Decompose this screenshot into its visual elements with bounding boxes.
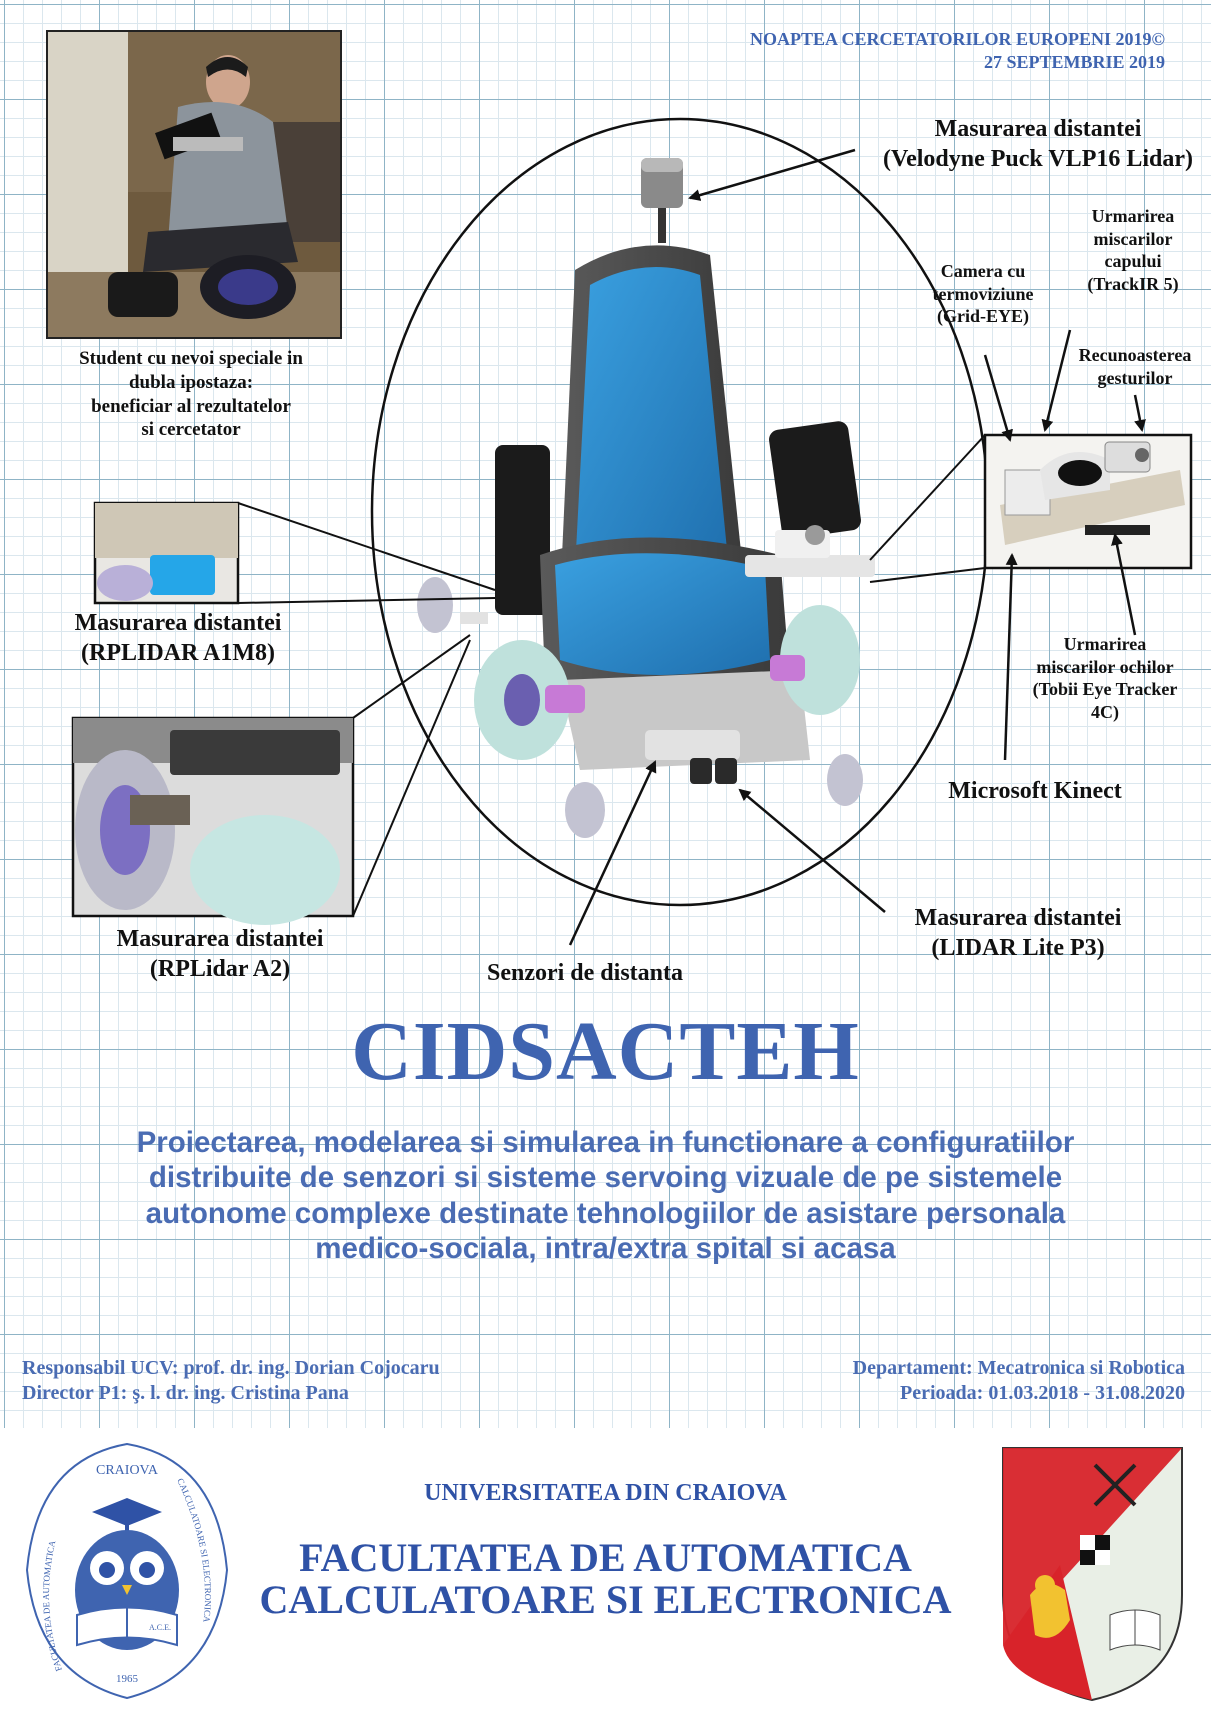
faculty-line: CALCULATOARE SI ELECTRONICA <box>259 1577 952 1622</box>
wheelchair-model <box>417 158 875 838</box>
logo-year: 1965 <box>116 1673 138 1685</box>
label-line: Masurarea distantei <box>934 116 1142 142</box>
label-line: Urmarirea <box>1063 634 1147 654</box>
label-line: Masurarea distantei <box>914 905 1122 931</box>
label-line: (Grid-EYE) <box>937 306 1029 326</box>
subtitle-line: distribuite de senzori si sisteme servoing vizuale de pe sistemele <box>148 1161 1063 1195</box>
event-name: NOAPTEA CERCETATORILOR EUROPENI 2019© <box>749 29 1165 49</box>
info-line: Director P1: ş. l. dr. ing. Cristina Pana <box>22 1382 349 1404</box>
info-line: Perioada: 01.03.2018 - 31.08.2020 <box>900 1382 1185 1404</box>
label-line: (TrackIR 5) <box>1087 273 1179 294</box>
logo-city: CRAIOVA <box>96 1463 158 1478</box>
university-crest <box>1000 1445 1185 1703</box>
project-subtitle <box>20 1125 1191 1267</box>
university-name: UNIVERSITATEA DIN CRAIOVA <box>424 1480 787 1506</box>
label-gesture <box>1060 344 1210 389</box>
label-rplidar-a2 <box>70 924 370 984</box>
label-line: 4C) <box>1091 701 1119 722</box>
label-line: (Velodyne Puck VLP16 Lidar) <box>882 146 1194 172</box>
logo-right-arc-text: CALCULATOARE SI ELECTRONICA <box>175 1476 213 1624</box>
caption-line: beneficiar al rezultatelor <box>91 395 291 417</box>
event-date: 27 SEPTEMBRIE 2019 <box>983 52 1165 73</box>
label-line: miscarilor ochilor <box>1036 656 1174 677</box>
project-leaders <box>22 1356 440 1406</box>
project-department <box>853 1356 1185 1406</box>
subtitle-line: Proiectarea, modelarea si simularea in functionare a configuratiilor <box>136 1126 1075 1159</box>
label-eye-tracking <box>1005 633 1205 723</box>
logo-left-arc-text: FACULTATEA DE AUTOMATICA <box>41 1539 64 1673</box>
label-kinect: Microsoft Kinect <box>948 778 1122 804</box>
label-line: Camera cu <box>940 261 1026 281</box>
label-velodyne <box>880 114 1196 174</box>
info-line: Responsabil UCV: prof. dr. ing. Dorian Cojocaru <box>22 1357 440 1379</box>
caption-line: si cercetator <box>141 419 241 441</box>
label-line: miscarilor <box>1093 228 1173 249</box>
info-line: Departament: Mecatronica si Robotica <box>852 1357 1185 1379</box>
label-distance-sensors: Senzori de distanta <box>486 960 683 986</box>
label-line: (RPLIDAR A1M8) <box>81 640 275 666</box>
label-line: Urmarirea <box>1091 206 1175 226</box>
label-line: gesturilor <box>1097 367 1173 388</box>
label-line: Recunoasterea <box>1078 345 1192 365</box>
label-line: capului <box>1104 251 1162 271</box>
label-line: (LIDAR Lite P3) <box>931 935 1105 961</box>
label-head-tracking <box>1058 205 1208 295</box>
caption-line: Student cu nevoi speciale in <box>79 348 303 369</box>
callout-a2 <box>73 635 470 925</box>
callout-head-panel <box>870 435 1191 582</box>
project-title: CIDSACTEH <box>351 1005 860 1098</box>
label-line: (Tobii Eye Tracker <box>1032 679 1178 699</box>
label-line: Masurarea distantei <box>116 926 324 952</box>
logo-book-text: A.C.E. <box>149 1623 171 1632</box>
label-line: termoviziune <box>932 283 1034 304</box>
caption-line: dubla ipostaza: <box>128 371 254 393</box>
subtitle-line: medico-sociala, intra/extra spital si acasa <box>315 1232 896 1266</box>
subtitle-line: autonome complexe destinate tehnologiilor de asistare personala <box>145 1196 1066 1230</box>
label-thermal-camera <box>908 260 1058 328</box>
label-lidar-lite <box>868 903 1168 963</box>
label-line: (RPLidar A2) <box>149 956 291 982</box>
label-rplidar-a1m8 <box>28 608 328 668</box>
label-line: Masurarea distantei <box>74 610 282 636</box>
faculty-line: FACULTATEA DE AUTOMATICA <box>299 1535 912 1580</box>
open-book-icon <box>1110 1610 1160 1650</box>
